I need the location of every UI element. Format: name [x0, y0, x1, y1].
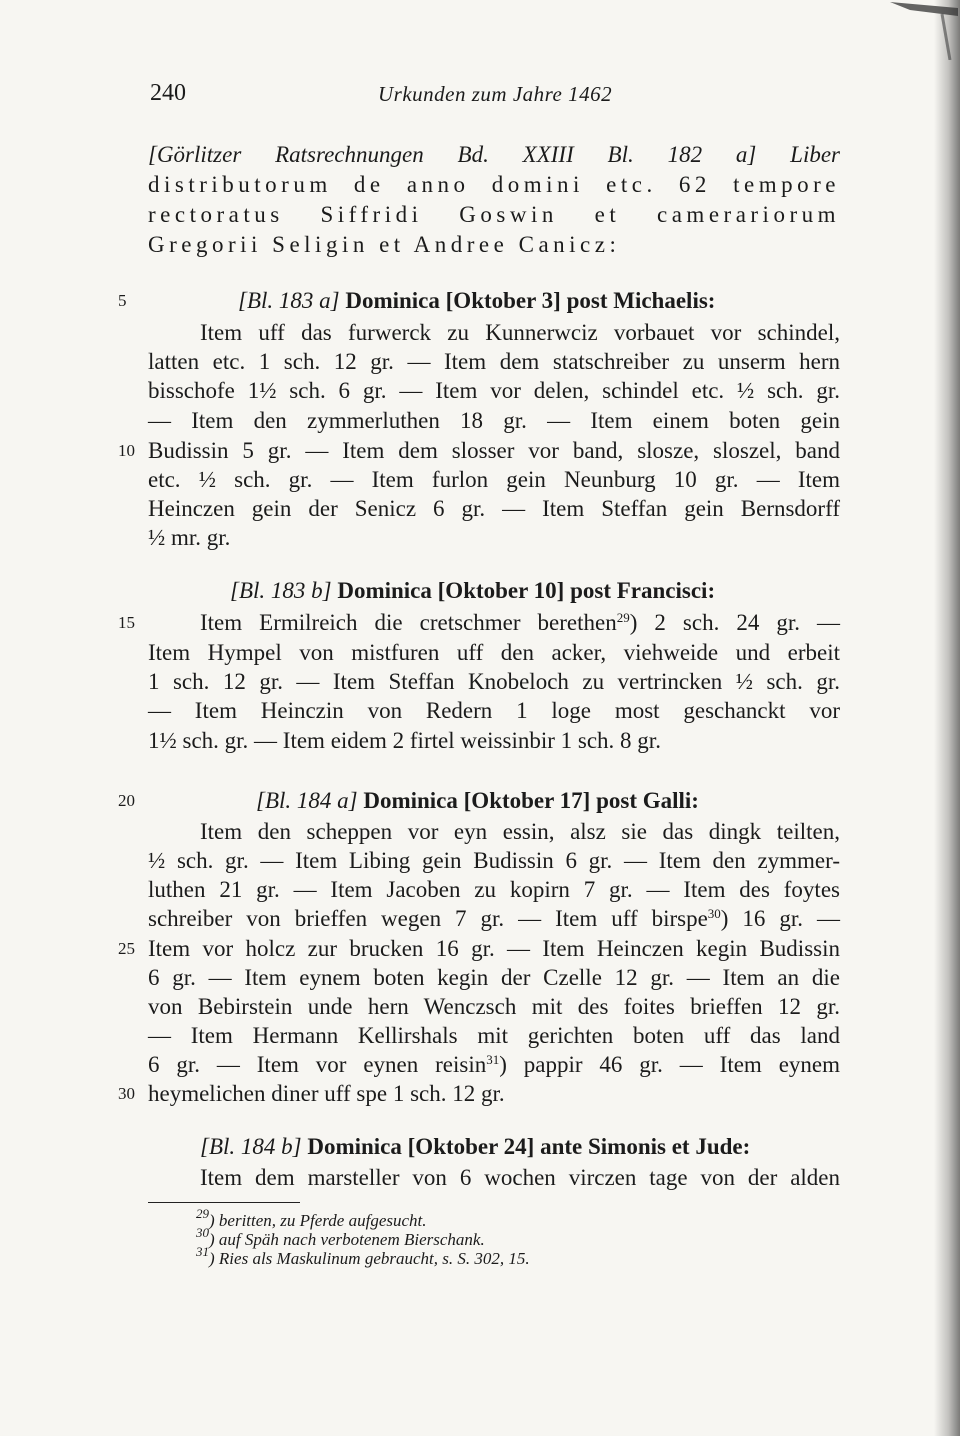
text-line [200, 608, 840, 637]
footnote: $^{30}$) auf Späh nach verbotenem Bierschank. [196, 1225, 485, 1249]
section-heading [238, 286, 715, 315]
intro-line: distributorum de anno domini etc. 62 tempore [148, 172, 840, 197]
footnote-rule [148, 1202, 300, 1203]
page-number: 240 [150, 80, 186, 106]
text-line: Item uff das furwerck zu Kunnerwciz vorbauet vor schindel, [200, 320, 840, 345]
text-line: Item dem marsteller von 6 wochen virczen tage von der alden [200, 1165, 840, 1190]
line-number: 30 [118, 1084, 135, 1103]
intro-line: rectoratus Siffridi Goswin et camerariorum [148, 202, 840, 227]
text-segment: ) 16 gr. — [720, 906, 840, 931]
text-line: 6 gr. — Item eynem boten kegin der Czelle 12 gr. — Item an die [148, 965, 840, 990]
text-line: ½ mr. gr. [148, 525, 231, 550]
footnote-mark: 29 [616, 610, 630, 625]
text-line: 1½ sch. gr. — Item eidem 2 firtel weissinbir 1 sch. 8 gr. [148, 728, 661, 753]
intro-line [148, 140, 840, 169]
footnote-number: 30 [196, 1225, 209, 1240]
text-line: Item vor holcz zur brucken 16 gr. — Item Heinczen kegin Budissin [148, 936, 840, 961]
text-segment: 6 gr. — Item vor eynen reisin [148, 1052, 487, 1077]
footnote-text: Ries als Maskulinum gebraucht, s. S. 302, 15. [218, 1249, 530, 1268]
text-line: Budissin 5 gr. — Item dem slosser vor band, slosze, sloszel, band [148, 438, 840, 463]
text-line: Heinczen gein der Senicz 6 gr. — Item Steffan gein Bernsdorff [148, 496, 840, 521]
line-number: 15 [118, 613, 135, 632]
footnote-number: 31 [196, 1244, 209, 1259]
text-segment: ) 2 sch. 24 gr. — [629, 610, 840, 635]
intro-line: Gregorii Seligin et Andree Canicz: [148, 232, 621, 257]
line-number: 10 [118, 441, 135, 460]
text-line: — Item Heinczin von Redern 1 loge most geschanckt vor [148, 698, 840, 723]
scan-corner-mark [880, 0, 960, 60]
folio-reference: [Bl. 183 b] [230, 578, 332, 603]
text-line: Item den scheppen vor eyn essin, alsz sie das dingk teilten, [200, 819, 840, 844]
text-line: ½ sch. gr. — Item Libing gein Budissin 6 gr. — Item den zymmer- [148, 848, 840, 873]
folio-reference: [Bl. 184 b] [200, 1134, 302, 1159]
text-line: latten etc. 1 sch. 12 gr. — Item dem statschreiber zu unserm hern [148, 349, 840, 374]
section-heading [200, 1132, 750, 1161]
folio-reference: [Bl. 184 a] [256, 788, 358, 813]
section-heading [256, 786, 699, 815]
text-line: — Item den zymmerluthen 18 gr. — Item einem boten gein [148, 408, 840, 433]
footnote: $^{31}$) Ries als Maskulinum gebraucht, s. S. 302, 15. [196, 1244, 530, 1268]
running-title: Urkunden zum Jahre 1462 [378, 82, 613, 106]
section-title: Dominica [Oktober 10] post Francisci: [337, 578, 716, 603]
text-line: heymelichen diner uff spe 1 sch. 12 gr. [148, 1081, 505, 1106]
line-number: 25 [118, 939, 135, 958]
text-segment: ) pappir 46 gr. — Item eynem [499, 1052, 841, 1077]
footnote-number: 29 [196, 1206, 209, 1221]
footnote-mark: 30 [707, 906, 721, 921]
section-title: Dominica [Oktober 24] ante Simonis et Jude: [307, 1134, 751, 1159]
footnote: $^{29}$) beritten, zu Pferde aufgesucht. [196, 1206, 427, 1230]
text-line [148, 1050, 840, 1079]
footnote-text: beritten, zu Pferde aufgesucht. [218, 1211, 427, 1230]
section-title: Dominica [Oktober 3] post Michaelis: [345, 288, 716, 313]
text-line: luthen 21 gr. — Item Jacoben zu kopirn 7 gr. — Item des foytes [148, 877, 840, 902]
text-line [148, 904, 840, 933]
section-title: Dominica [Oktober 17] post Galli: [363, 788, 699, 813]
text-line: etc. ½ sch. gr. — Item furlon gein Neunburg 10 gr. — Item [148, 467, 840, 492]
folio-reference: [Bl. 183 a] [238, 288, 340, 313]
page-header [150, 80, 840, 116]
text-line: 1 sch. 12 gr. — Item Steffan Knobeloch zu vertrincken ½ sch. gr. [148, 669, 840, 694]
text-line: Item Hympel von mistfuren uff den acker, viehweide und erbeit [148, 640, 840, 665]
line-number: 5 [118, 291, 127, 310]
text-segment: Item Ermilreich die cretschmer berethen [200, 610, 617, 635]
text-line: — Item Hermann Kellirshals mit gerichten boten uff das land [148, 1023, 840, 1048]
text-segment: schreiber von brieffen wegen 7 gr. — Item uff birspe [148, 906, 708, 931]
text-line: bisschofe 1½ sch. 6 gr. — Item vor delen, schindel etc. ½ sch. gr. [148, 378, 840, 403]
text-line: von Bebirstein unde hern Wenczsch mit des foites brieffen 12 gr. [148, 994, 840, 1019]
intro-text: [Görlitzer Ratsrechnungen Bd. XXIII Bl. 182 a] Liber [148, 142, 840, 167]
scan-edge-shadow [934, 0, 960, 1436]
footnote-mark: 31 [486, 1052, 500, 1067]
section-heading [230, 576, 715, 605]
line-number: 20 [118, 791, 135, 810]
footnote-text: auf Späh nach verbotenem Bierschank. [218, 1230, 485, 1249]
